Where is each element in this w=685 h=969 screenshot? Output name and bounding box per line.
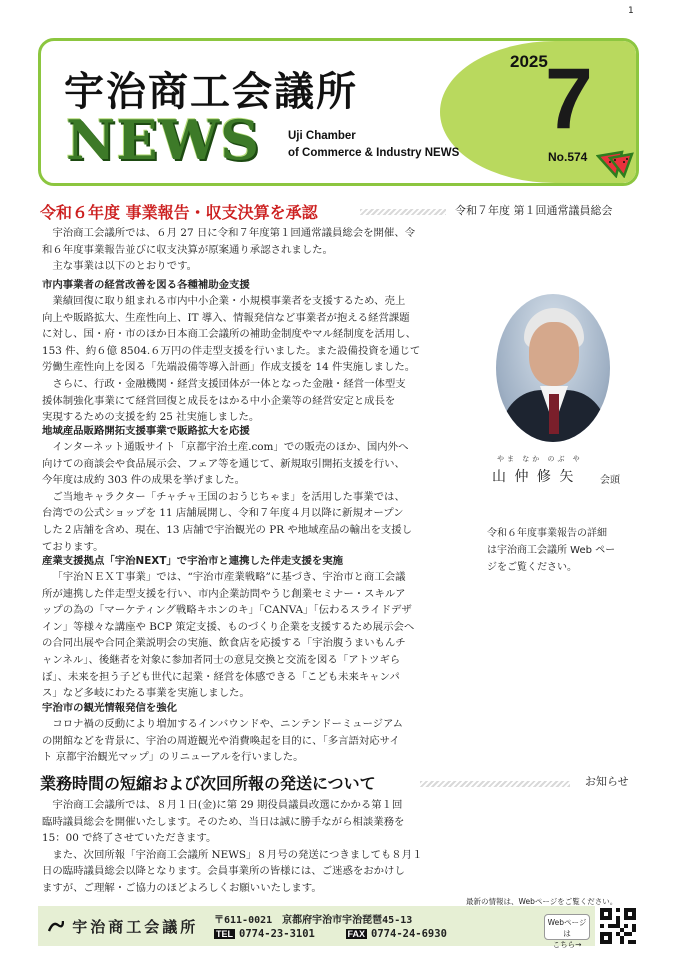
tel-label: TEL bbox=[216, 929, 233, 939]
org-title: 宇治商工会議所 bbox=[64, 69, 358, 115]
body-line: 日の臨時議員総会以降となります。会員事業所の皆様には、ご迷惑をおかけし bbox=[42, 865, 405, 878]
body-line: さらに、行政・金融機関・経営支援団体が一体となった金融・経営一体型支 bbox=[52, 377, 406, 390]
section-title: 市内事業者の経営改善を図る各種補助金支援 bbox=[42, 279, 250, 291]
section-title: 産業支援拠点「宇治NEXT」で宇治市と連携した伴走支援を実施 bbox=[42, 555, 344, 567]
fax-label: FAX bbox=[347, 929, 366, 939]
body-line: 臨時議員総会を開催いたします。そのため、当日は誠に勝手ながら相談業務を bbox=[42, 815, 405, 828]
footer-web-info: 最新の情報は、Webページをご覧ください。 bbox=[466, 897, 618, 906]
body-line: 「宇治ＮＥＸＴ事業」では、“宇治市産業戦略”に基づき、宇治市と商工会議 bbox=[52, 571, 406, 583]
body-line: インターネット通販サイト「京都宇治土産.com」での販売のほか、国内外へ bbox=[52, 441, 409, 453]
body-line: ております。 bbox=[42, 540, 104, 553]
issue-number: No.574 bbox=[548, 150, 588, 164]
president-photo bbox=[496, 294, 610, 442]
body-line: 実現するための支援を約 25 社実施しました。 bbox=[42, 411, 260, 424]
intro-line: 主な事業は以下のとおりです。 bbox=[52, 260, 198, 273]
footer-org-name: 宇治商工会議所 bbox=[72, 918, 199, 936]
body-line: ップの為の「マーケティング戦略キホンのキ」「CANVA」「伝わるスライドデザ bbox=[42, 604, 412, 617]
heading-divider bbox=[360, 209, 446, 215]
org-english-name bbox=[288, 128, 459, 162]
section-title: 地域産品販路開拓支援事業で販路拡大を応援 bbox=[42, 425, 250, 437]
body-line: ャンネル」、後継者を対象に参加者同士の意見交換と交流を図る「アトツギら bbox=[42, 653, 401, 666]
president-name-ruby: やま なか のぶ や bbox=[497, 455, 583, 463]
body-line: 向けての商談会や食品展示会、フェア等を通じて、新規取引開拓支援を行い、 bbox=[42, 457, 405, 470]
section-market bbox=[42, 423, 412, 555]
web-link-line1: Webページは bbox=[547, 918, 587, 938]
body-line: ぼ」、未来を担う子ども世代に起業・経営を体感できる「こども未来キャンパ bbox=[42, 670, 400, 683]
report-note bbox=[487, 525, 615, 576]
body-line: した２店舗を含め、現在、13 店舗で宇治観光の PR や地域産品の輸出を支援し bbox=[42, 523, 413, 536]
article1-tag: 令和７年度 第１回通常議員総会 bbox=[455, 204, 613, 217]
body-line: ト 京都宇治観光マップ」のリニューアルを行いました。 bbox=[42, 751, 304, 764]
body-line: コロナ禍の反動により増加するインバウンドや、ニンテンドーミュージアム bbox=[52, 718, 404, 730]
page-number: 1 bbox=[628, 6, 634, 16]
body-line: 15：00 で終了させていただきます。 bbox=[42, 832, 217, 845]
body-line: また、次回所報「宇治商工会議所 NEWS」８月号の発送につきましても８月１ bbox=[52, 848, 423, 861]
body-line: 今年度は成約 303 件の成果を挙げました。 bbox=[42, 474, 246, 487]
body-line: の合同出展や合同企業説明会の実施、飲食店を応援する「宇治腹うまいもんチ bbox=[42, 637, 406, 650]
section-uji-next bbox=[42, 553, 414, 702]
body-line: 業績回復に取り組まれる市内中小企業・小規模事業者を支援するため、売上 bbox=[52, 295, 406, 307]
article1-intro bbox=[42, 225, 415, 275]
body-line: 援体制強化事業にて経営回復と成長をはかる中小企業等の経営安定と成長を bbox=[42, 394, 396, 407]
body-line: 労働生産性向上を図る「先端設備等導入計画」作成支援を 14 件実施しました。 bbox=[42, 361, 416, 374]
heading-divider bbox=[420, 781, 570, 787]
note-line: ジをご覧ください。 bbox=[487, 562, 577, 573]
intro-line: 宇治商工会議所では、６月 27 日に令和７年度第１回通常議員総会を開催、令 bbox=[52, 227, 416, 239]
note-line: 令和６年度事業報告の詳細 bbox=[487, 528, 607, 539]
body-line: 所が連携した伴走型支援を行い、市内企業訪問やうじ創業セミナー・スキルア bbox=[42, 587, 406, 600]
qr-code-icon[interactable] bbox=[600, 908, 636, 944]
section-title: 宇治市の観光情報発信を強化 bbox=[42, 702, 178, 714]
body-line: に対し、国・府・市のほか日本商工会議所の補助金制度やマル経制度を活用し、 bbox=[42, 328, 417, 341]
article2-heading: 業務時間の短縮および次回所報の発送について bbox=[40, 774, 376, 793]
tel-number: 0774-23-3101 bbox=[239, 928, 315, 940]
org-english-line1: Uji Chamber bbox=[288, 130, 356, 142]
president-title: 会頭 bbox=[600, 475, 620, 486]
body-line: の開館などを背景に、宇治の周遊観光や消費喚起を目的に、「多言語対応サイ bbox=[42, 734, 400, 747]
footer-address: 〒611-0021 京都府宇治市宇治琵琶45-13 bbox=[214, 915, 413, 926]
fax-number: 0774-24-6930 bbox=[371, 928, 447, 940]
article2-body bbox=[42, 797, 422, 897]
body-line: イン」等様々な講座や BCP 策定支援、ものづくり企業を支援するため展示会へ bbox=[42, 620, 415, 633]
body-line: 向上や販路拡大、生産性向上、IT 導入、情報発信など事業者が抱える経営課題 bbox=[42, 311, 410, 324]
web-page-link[interactable] bbox=[544, 914, 590, 949]
org-mark-icon bbox=[48, 919, 64, 933]
body-line: 153 件、約６億 8504.６万円の伴走型支援を行いました。また設備投資を通じて bbox=[42, 344, 421, 357]
body-line: 宇治商工会議所では、８月１日(金)に第 29 期役員議員改選にかかる第１回 bbox=[52, 799, 403, 811]
section-subsidy bbox=[42, 277, 420, 426]
web-link-line2: こちら→ bbox=[552, 940, 582, 949]
article1-heading: 令和６年度 事業報告・収支決算を承認 bbox=[40, 203, 318, 222]
body-line: ますが、ご理解・ご協力のほどよろしくお願いいたします。 bbox=[42, 881, 322, 894]
footer-contact bbox=[214, 928, 447, 940]
intro-line: 和６年度事業報告並びに収支決算が原案通り承認されました。 bbox=[42, 243, 333, 256]
news-logo: NEWS bbox=[66, 108, 261, 172]
article2-tag: お知らせ bbox=[585, 775, 629, 788]
issue-month: 7 bbox=[545, 51, 593, 147]
body-line: 台湾での公式ショップを 11 店舗展開し、令和７年度４月以降に新規オープン bbox=[42, 507, 404, 520]
watermelon-icon bbox=[596, 148, 634, 178]
body-line: ご当地キャラクター「チャチャ王国のおうじちゃま」を活用した事業では、 bbox=[52, 490, 405, 503]
section-tourism bbox=[42, 700, 403, 766]
footer-logo bbox=[48, 916, 198, 937]
issue-year: 2025 bbox=[510, 52, 548, 71]
president-name: 山 仲 修 矢 bbox=[492, 469, 576, 485]
org-english-line2: of Commerce & Industry NEWS bbox=[288, 147, 460, 159]
note-line: は宇治商工会議所 Web ペー bbox=[487, 545, 616, 556]
body-line: ス」など多岐にわたる事業を実施しました。 bbox=[42, 687, 250, 700]
